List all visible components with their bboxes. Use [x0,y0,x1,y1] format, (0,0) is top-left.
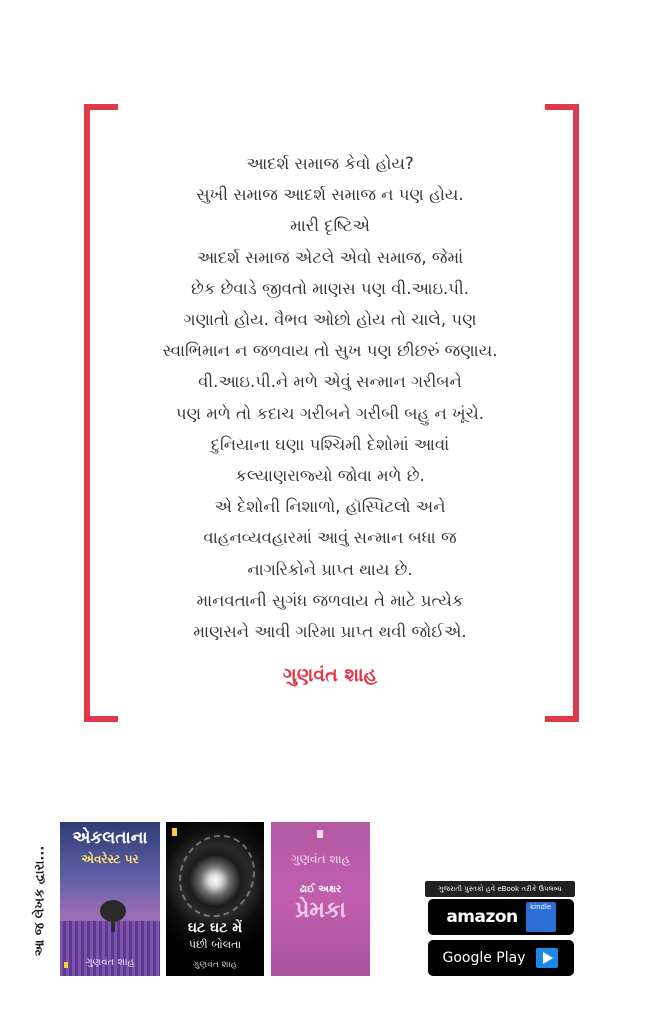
book-cover-ekaltana[interactable] [60,822,160,976]
book-title: ઢાઈ અક્ષર [299,884,342,895]
quote-line: છેક છેવાડે જીવતો માણસ પણ વી.આઇ.પી. [191,278,469,298]
series-label-text: આ જ લેખક દ્વારા... [32,845,48,957]
book-title: ઘટ ઘટ મેં [187,920,243,936]
book-subtitle: પ્રેમકા [295,898,346,923]
kindle-icon [526,902,556,932]
quote-line: સુખી સમાજ આદર્શ સમાજ ન પણ હોય. [196,185,464,205]
quote-line: વાહનવ્યવહારમાં આવું સન્માન બધા જ [203,528,457,548]
google-play-books-icon [534,945,560,971]
quote-line: સ્વાભિમાન ન જળવાય તો સુખ પણ છીછરું જણાય. [162,341,498,361]
quote-line: માનવતાની સુગંધ જળવાય તે માટે પ્રત્યેક [196,590,464,610]
amazon-kindle-button[interactable] [428,899,574,935]
quote-text [118,148,542,647]
author-name: ગુણવંત શાહ [282,664,378,686]
quote-line: કલ્યાણરાજ્યો જોવા મળે છે. [235,466,425,486]
quote-line: મારી દૃષ્ટિએ [290,216,370,236]
book-cover-dhai-akshar[interactable] [271,822,370,976]
book-subtitle: એવરેસ્ટ પર [81,852,139,866]
book-subtitle: પંછી બોલતા [188,938,242,951]
google-play-label: Google Play [442,950,526,966]
ebook-availability-note: ગુજરાતી પુસ્તકો હવે eBook તરીકે ઉપલબ્ધ [425,881,575,897]
publisher-mark-icon [317,830,323,838]
quote-line: આદર્શ સમાજ કેવો હોય? [246,154,414,173]
publisher-mark-icon [172,828,177,836]
quote-line: ગણાતો હોય. વૈભવ ઓછો હોય તો ચાલે, પણ [183,310,477,330]
right-bracket [545,104,579,722]
quote-line: નાગરિકોને પ્રાપ્ત થાય છે. [247,559,413,579]
amazon-label: amazon [446,907,518,927]
quote-line: દુનિયાના ઘણા પશ્ચિમી દેશોમાં આવાં [210,434,450,454]
book-author: ગુણવંત શાહ [192,960,238,970]
quote-line: એ દેશોની નિશાળો, હૉસ્પિટલો અને [214,497,446,517]
book-cover-ghat-ghat[interactable] [166,822,264,976]
quote-line: વી.આઇ.પી.ને મળે એવું સન્માન ગરીબને [198,372,462,392]
tree-trunk [111,918,115,932]
galaxy-swirl [166,822,264,929]
book-title: એકલતાના [72,828,148,848]
quote-line: પણ મળે તો કદાચ ગરીબને ગરીબી બહુ ન ખૂંચે. [175,403,485,423]
google-play-button[interactable] [428,940,574,976]
quote-line: માણસને આવી ગરિમા પ્રાપ્ત થવી જોઈએ. [193,622,467,642]
book-author: ગુણવંત શાહ [290,852,351,866]
left-bracket [84,104,118,722]
quote-line: આદર્શ સમાજ એટલે એવો સમાજ, જેમાં [196,247,464,267]
kindle-label: kindle [530,903,552,911]
book-author: ગુણવંત શાહ [85,957,135,968]
series-label [30,822,50,980]
